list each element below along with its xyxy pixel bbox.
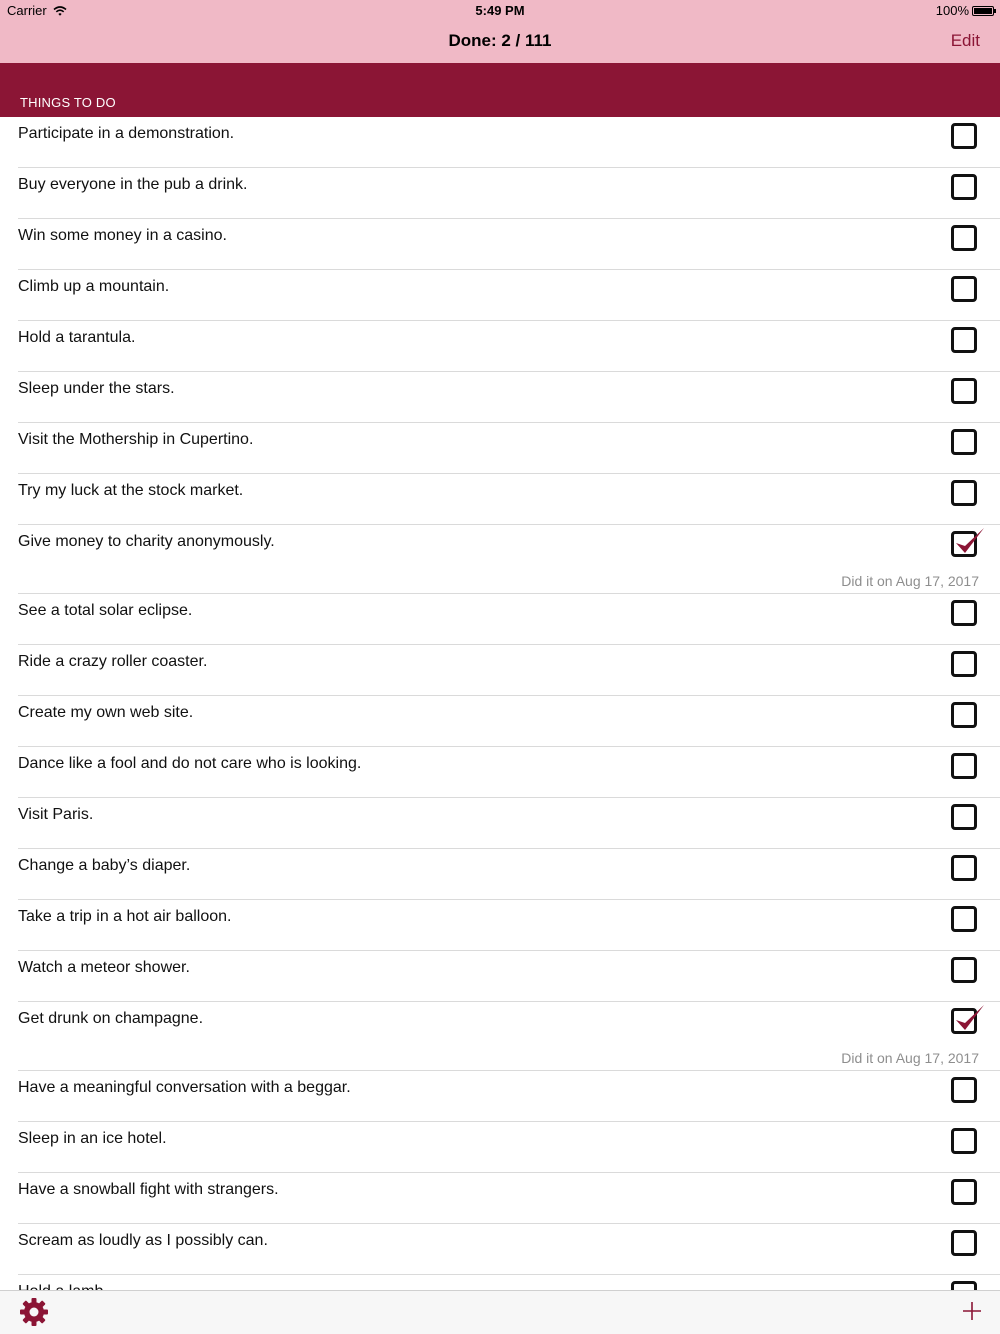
checkbox[interactable] — [951, 600, 977, 626]
list-item[interactable] — [18, 321, 1000, 372]
list-item[interactable] — [18, 525, 1000, 594]
checkbox[interactable] — [951, 753, 977, 779]
list-item[interactable] — [18, 1173, 1000, 1224]
item-label: See a total solar eclipse. — [18, 602, 193, 619]
list-item[interactable] — [18, 219, 1000, 270]
item-label: Have a meaningful conversation with a beggar. — [18, 1079, 351, 1096]
item-label: Scream as loudly as I possibly can. — [18, 1232, 268, 1249]
list-item[interactable] — [18, 1224, 1000, 1275]
carrier-label: Carrier — [7, 3, 47, 18]
item-label: Dance like a fool and do not care who is looking. — [18, 755, 362, 772]
list-item[interactable] — [18, 594, 1000, 645]
list-item[interactable] — [18, 117, 1000, 168]
item-label: Ride a crazy roller coaster. — [18, 653, 208, 670]
checkbox[interactable] — [951, 429, 977, 455]
item-label: Get drunk on champagne. — [18, 1010, 204, 1027]
item-label: Give money to charity anonymously. — [18, 533, 275, 550]
list-item[interactable] — [18, 372, 1000, 423]
list-item[interactable] — [18, 423, 1000, 474]
checkbox[interactable] — [951, 651, 977, 677]
checkbox[interactable] — [951, 327, 977, 353]
list-item[interactable] — [18, 645, 1000, 696]
list-item[interactable] — [18, 696, 1000, 747]
list-item[interactable] — [18, 951, 1000, 1002]
checkmark-icon — [952, 1003, 986, 1035]
checkbox[interactable] — [951, 123, 977, 149]
checkmark-icon — [952, 526, 986, 558]
checkbox[interactable] — [951, 906, 977, 932]
item-label: Watch a meteor shower. — [18, 959, 190, 976]
checkbox[interactable] — [951, 174, 977, 200]
navigation-bar — [0, 22, 1000, 63]
page-title: Done: 2 / 111 — [448, 31, 552, 50]
checkbox[interactable] — [951, 378, 977, 404]
bottom-toolbar — [0, 1290, 1000, 1334]
item-label: Take a trip in a hot air balloon. — [18, 908, 232, 925]
list-item[interactable] — [18, 1002, 1000, 1071]
checked-checkbox[interactable] — [951, 1008, 977, 1034]
status-time: 5:49 PM — [475, 3, 525, 18]
list-item[interactable] — [18, 168, 1000, 219]
item-label: Participate in a demonstration. — [18, 125, 235, 142]
todo-list[interactable] — [0, 117, 1000, 1290]
done-date: Did it on Aug 17, 2017 — [841, 573, 979, 589]
battery-indicator — [936, 3, 994, 18]
checkbox[interactable] — [951, 855, 977, 881]
list-item[interactable] — [18, 474, 1000, 525]
battery-percent: 100% — [935, 3, 969, 18]
status-bar — [0, 0, 1000, 22]
section-title: THINGS TO DO — [20, 95, 116, 110]
checkbox[interactable] — [951, 957, 977, 983]
section-header — [0, 63, 1000, 117]
gear-icon[interactable] — [19, 1297, 49, 1327]
checkbox[interactable] — [951, 1077, 977, 1103]
plus-icon[interactable] — [962, 1301, 982, 1321]
checkbox[interactable] — [951, 1230, 977, 1256]
list-item[interactable] — [18, 900, 1000, 951]
battery-icon — [972, 6, 994, 16]
item-label: Sleep under the stars. — [18, 380, 175, 397]
list-item[interactable] — [18, 1071, 1000, 1122]
item-label: Buy everyone in the pub a drink. — [18, 176, 248, 193]
list-item[interactable] — [18, 1122, 1000, 1173]
item-label: Change a baby’s diaper. — [18, 857, 191, 874]
checkbox[interactable] — [951, 702, 977, 728]
list-item[interactable] — [18, 747, 1000, 798]
item-label: Hold a tarantula. — [18, 329, 136, 346]
checkbox[interactable] — [951, 276, 977, 302]
checkbox[interactable] — [951, 1128, 977, 1154]
list-item[interactable] — [18, 798, 1000, 849]
done-date: Did it on Aug 17, 2017 — [841, 1050, 979, 1066]
item-label: Try my luck at the stock market. — [18, 482, 244, 499]
item-label: Visit the Mothership in Cupertino. — [18, 431, 254, 448]
item-label: Win some money in a casino. — [18, 227, 227, 244]
checked-checkbox[interactable] — [951, 531, 977, 557]
item-label: Create my own web site. — [18, 704, 194, 721]
list-item[interactable] — [18, 270, 1000, 321]
checkbox[interactable] — [951, 225, 977, 251]
checkbox[interactable] — [951, 1179, 977, 1205]
item-label: Have a snowball fight with strangers. — [18, 1181, 279, 1198]
checkbox[interactable] — [951, 480, 977, 506]
item-label: Climb up a mountain. — [18, 278, 170, 295]
list-item[interactable] — [18, 849, 1000, 900]
item-label: Sleep in an ice hotel. — [18, 1130, 167, 1147]
item-label: Visit Paris. — [18, 806, 94, 823]
edit-button[interactable]: Edit — [950, 31, 980, 50]
checkbox[interactable] — [951, 804, 977, 830]
